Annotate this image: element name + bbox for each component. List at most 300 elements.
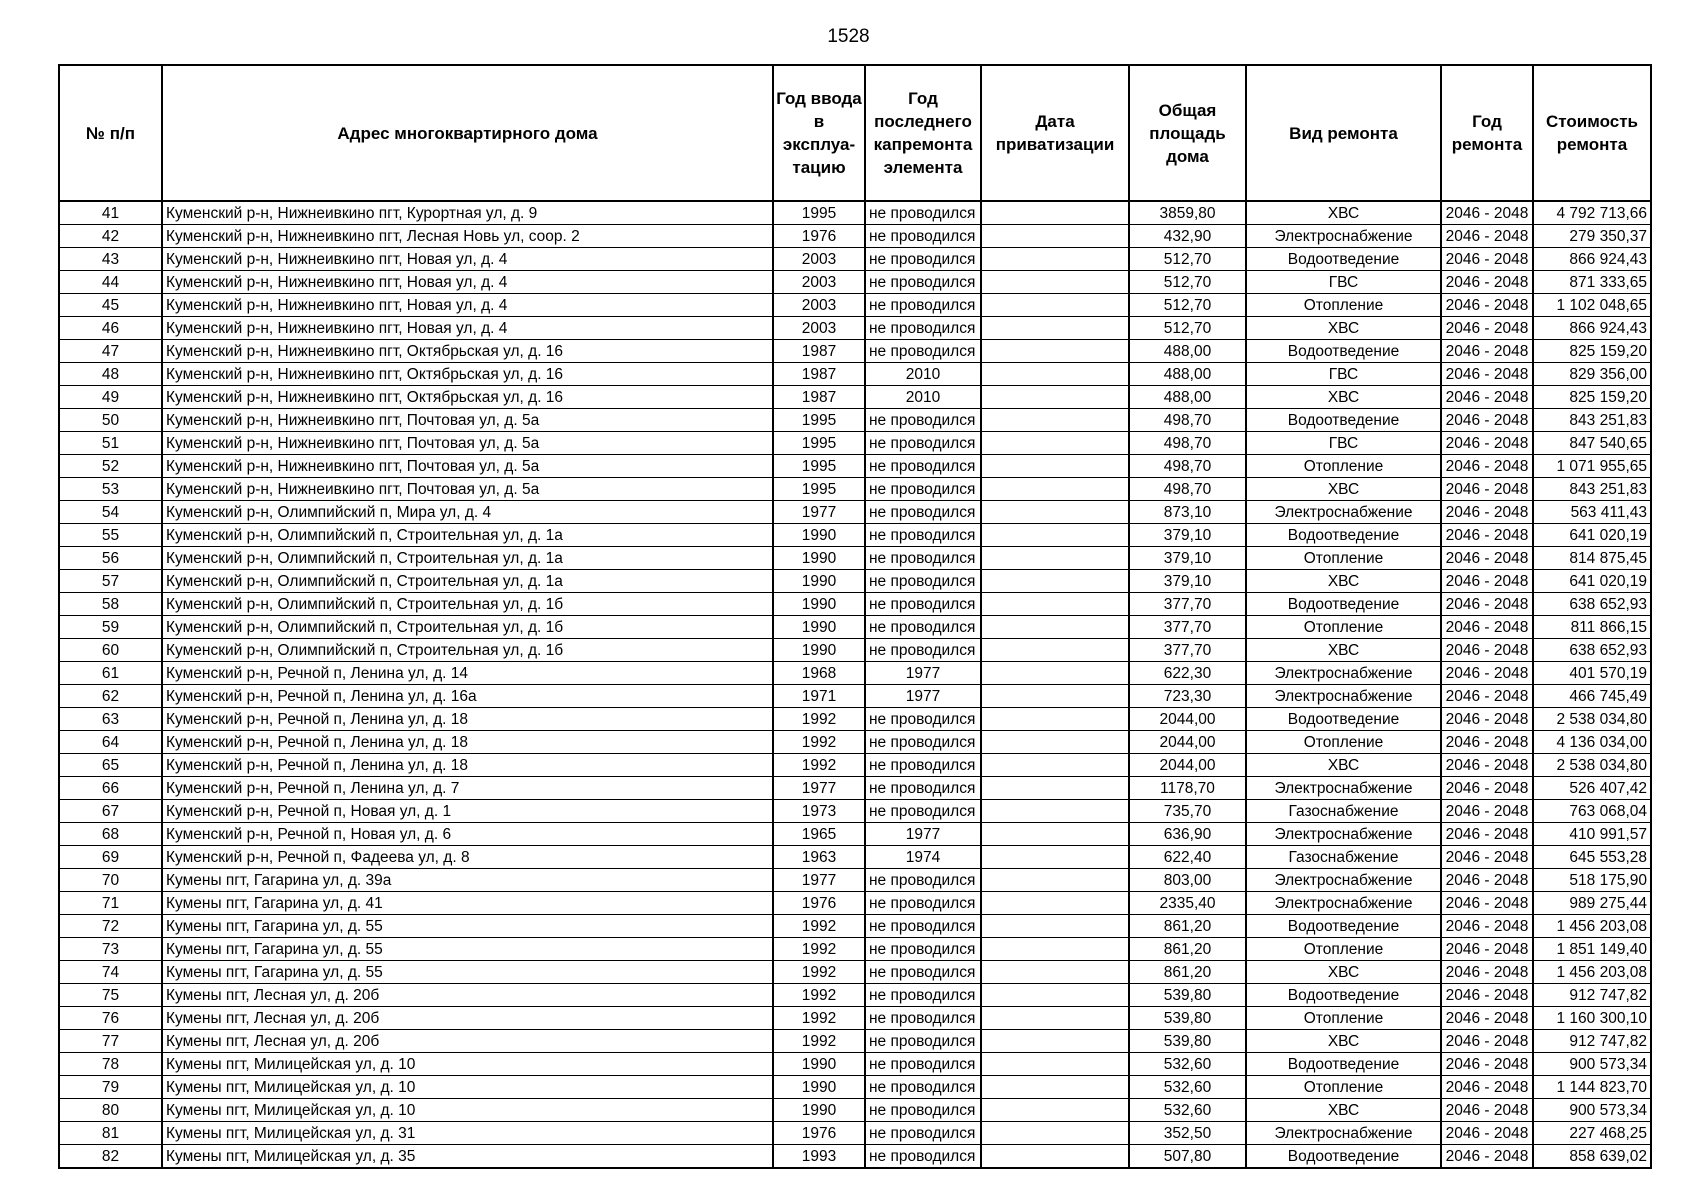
row-repair-type: Отопление (1246, 616, 1441, 639)
row-address: Куменский р-н, Олимпийский п, Строительная ул, д. 1а (162, 547, 773, 570)
row-repair-type: ГВС (1246, 363, 1441, 386)
row-number: 43 (59, 248, 162, 271)
row-privatization (981, 432, 1129, 455)
row-area: 512,70 (1129, 317, 1246, 340)
row-repair-type: Отопление (1246, 1076, 1441, 1099)
row-repair-year: 2046 - 2048 (1441, 777, 1533, 800)
row-privatization (981, 823, 1129, 846)
row-year-built: 1973 (773, 800, 865, 823)
table-row (59, 248, 1651, 271)
row-repair-type: Электроснабжение (1246, 823, 1441, 846)
header-area: Общая площадь дома (1129, 65, 1246, 201)
row-privatization (981, 869, 1129, 892)
row-number: 59 (59, 616, 162, 639)
row-number: 65 (59, 754, 162, 777)
row-privatization (981, 1053, 1129, 1076)
table-row (59, 363, 1651, 386)
row-area: 636,90 (1129, 823, 1246, 846)
row-address: Куменский р-н, Нижнеивкино пгт, Почтовая ул, д. 5а (162, 478, 773, 501)
row-year-built: 1968 (773, 662, 865, 685)
row-address: Куменский р-н, Нижнеивкино пгт, Октябрьская ул, д. 16 (162, 363, 773, 386)
row-area: 735,70 (1129, 800, 1246, 823)
row-address: Куменский р-н, Речной п, Ленина ул, д. 18 (162, 708, 773, 731)
row-repair-type: Газоснабжение (1246, 846, 1441, 869)
row-year-built: 1995 (773, 432, 865, 455)
row-number: 53 (59, 478, 162, 501)
row-privatization (981, 1122, 1129, 1145)
table-row (59, 1030, 1651, 1053)
row-area: 2335,40 (1129, 892, 1246, 915)
row-privatization (981, 961, 1129, 984)
row-privatization (981, 524, 1129, 547)
row-repair-year: 2046 - 2048 (1441, 892, 1533, 915)
row-area: 488,00 (1129, 386, 1246, 409)
row-last-repair: не проводился (865, 340, 981, 363)
row-cost: 645 553,28 (1533, 846, 1651, 869)
header-repair-type: Вид ремонта (1246, 65, 1441, 201)
table-row (59, 892, 1651, 915)
row-privatization (981, 478, 1129, 501)
row-cost: 1 144 823,70 (1533, 1076, 1651, 1099)
header-last-repair: Год последнего капремонта элемента (865, 65, 981, 201)
row-privatization (981, 1030, 1129, 1053)
row-area: 432,90 (1129, 225, 1246, 248)
row-number: 72 (59, 915, 162, 938)
row-address: Куменский р-н, Нижнеивкино пгт, Новая ул, д. 4 (162, 317, 773, 340)
table-row (59, 961, 1651, 984)
row-repair-type: Водоотведение (1246, 1053, 1441, 1076)
table-row (59, 478, 1651, 501)
row-last-repair: не проводился (865, 593, 981, 616)
row-last-repair: не проводился (865, 225, 981, 248)
row-last-repair: не проводился (865, 639, 981, 662)
row-cost: 518 175,90 (1533, 869, 1651, 892)
row-last-repair: не проводился (865, 409, 981, 432)
row-cost: 641 020,19 (1533, 570, 1651, 593)
row-address: Кумены пгт, Милицейская ул, д. 35 (162, 1145, 773, 1169)
row-repair-year: 2046 - 2048 (1441, 616, 1533, 639)
table-row (59, 1122, 1651, 1145)
row-repair-type: Газоснабжение (1246, 800, 1441, 823)
row-last-repair: не проводился (865, 1122, 981, 1145)
row-area: 532,60 (1129, 1076, 1246, 1099)
row-last-repair: не проводился (865, 961, 981, 984)
row-last-repair: не проводился (865, 501, 981, 524)
table-row (59, 201, 1651, 225)
row-number: 82 (59, 1145, 162, 1169)
row-repair-type: Электроснабжение (1246, 662, 1441, 685)
row-address: Куменский р-н, Нижнеивкино пгт, Октябрьская ул, д. 16 (162, 340, 773, 363)
table-header (59, 65, 1651, 201)
row-privatization (981, 892, 1129, 915)
row-year-built: 1987 (773, 340, 865, 363)
row-year-built: 1976 (773, 1122, 865, 1145)
row-cost: 900 573,34 (1533, 1099, 1651, 1122)
row-number: 64 (59, 731, 162, 754)
row-address: Куменский р-н, Нижнеивкино пгт, Курортная ул, д. 9 (162, 201, 773, 225)
row-number: 77 (59, 1030, 162, 1053)
row-last-repair: не проводился (865, 317, 981, 340)
table-row (59, 639, 1651, 662)
row-last-repair: не проводился (865, 754, 981, 777)
row-repair-year: 2046 - 2048 (1441, 823, 1533, 846)
row-privatization (981, 593, 1129, 616)
row-repair-type: Водоотведение (1246, 409, 1441, 432)
row-area: 507,80 (1129, 1145, 1246, 1169)
row-number: 51 (59, 432, 162, 455)
page-number: 1528 (827, 26, 870, 47)
row-cost: 563 411,43 (1533, 501, 1651, 524)
row-address: Куменский р-н, Речной п, Новая ул, д. 6 (162, 823, 773, 846)
row-number: 78 (59, 1053, 162, 1076)
row-year-built: 1977 (773, 777, 865, 800)
row-repair-year: 2046 - 2048 (1441, 409, 1533, 432)
row-repair-type: Электроснабжение (1246, 501, 1441, 524)
table-row (59, 1007, 1651, 1030)
row-year-built: 1992 (773, 1007, 865, 1030)
row-repair-year: 2046 - 2048 (1441, 915, 1533, 938)
row-number: 76 (59, 1007, 162, 1030)
row-repair-type: Водоотведение (1246, 915, 1441, 938)
table-row (59, 501, 1651, 524)
row-repair-year: 2046 - 2048 (1441, 846, 1533, 869)
row-privatization (981, 708, 1129, 731)
table-row (59, 823, 1651, 846)
row-repair-year: 2046 - 2048 (1441, 984, 1533, 1007)
row-cost: 763 068,04 (1533, 800, 1651, 823)
row-address: Кумены пгт, Милицейская ул, д. 10 (162, 1076, 773, 1099)
row-privatization (981, 340, 1129, 363)
row-year-built: 2003 (773, 248, 865, 271)
row-last-repair: не проводился (865, 1030, 981, 1053)
row-repair-year: 2046 - 2048 (1441, 386, 1533, 409)
table-row (59, 432, 1651, 455)
row-privatization (981, 685, 1129, 708)
row-repair-type: ХВС (1246, 754, 1441, 777)
row-repair-year: 2046 - 2048 (1441, 1122, 1533, 1145)
row-area: 379,10 (1129, 570, 1246, 593)
row-year-built: 1992 (773, 938, 865, 961)
row-last-repair: не проводился (865, 547, 981, 570)
row-cost: 912 747,82 (1533, 984, 1651, 1007)
row-year-built: 1990 (773, 1053, 865, 1076)
row-area: 512,70 (1129, 248, 1246, 271)
row-last-repair: не проводился (865, 455, 981, 478)
row-repair-year: 2046 - 2048 (1441, 271, 1533, 294)
row-privatization (981, 294, 1129, 317)
table-row (59, 294, 1651, 317)
row-cost: 401 570,19 (1533, 662, 1651, 685)
row-cost: 829 356,00 (1533, 363, 1651, 386)
row-area: 352,50 (1129, 1122, 1246, 1145)
table-row (59, 915, 1651, 938)
table-row (59, 455, 1651, 478)
row-year-built: 1976 (773, 225, 865, 248)
table-row (59, 685, 1651, 708)
row-repair-type: ХВС (1246, 961, 1441, 984)
row-repair-type: ХВС (1246, 317, 1441, 340)
row-year-built: 1976 (773, 892, 865, 915)
row-privatization (981, 409, 1129, 432)
row-area: 723,30 (1129, 685, 1246, 708)
row-year-built: 1990 (773, 639, 865, 662)
row-area: 803,00 (1129, 869, 1246, 892)
row-address: Кумены пгт, Гагарина ул, д. 55 (162, 915, 773, 938)
row-last-repair: не проводился (865, 248, 981, 271)
row-area: 3859,80 (1129, 201, 1246, 225)
table-row (59, 754, 1651, 777)
row-number: 56 (59, 547, 162, 570)
row-repair-year: 2046 - 2048 (1441, 294, 1533, 317)
row-year-built: 1990 (773, 616, 865, 639)
row-number: 68 (59, 823, 162, 846)
header-privatization: Дата приватизации (981, 65, 1129, 201)
row-address: Куменский р-н, Нижнеивкино пгт, Лесная Новь ул, соор. 2 (162, 225, 773, 248)
row-repair-type: Отопление (1246, 547, 1441, 570)
row-cost: 825 159,20 (1533, 386, 1651, 409)
row-year-built: 1992 (773, 731, 865, 754)
row-last-repair: не проводился (865, 478, 981, 501)
row-address: Кумены пгт, Гагарина ул, д. 55 (162, 961, 773, 984)
row-privatization (981, 1099, 1129, 1122)
row-repair-type: Электроснабжение (1246, 892, 1441, 915)
row-privatization (981, 846, 1129, 869)
row-number: 67 (59, 800, 162, 823)
row-year-built: 2003 (773, 271, 865, 294)
row-repair-year: 2046 - 2048 (1441, 340, 1533, 363)
row-cost: 526 407,42 (1533, 777, 1651, 800)
row-address: Куменский р-н, Олимпийский п, Строительная ул, д. 1б (162, 593, 773, 616)
row-last-repair: 2010 (865, 386, 981, 409)
row-address: Куменский р-н, Речной п, Ленина ул, д. 16а (162, 685, 773, 708)
row-year-built: 1990 (773, 570, 865, 593)
row-number: 49 (59, 386, 162, 409)
table-row (59, 1099, 1651, 1122)
row-last-repair: не проводился (865, 1053, 981, 1076)
row-last-repair: не проводился (865, 731, 981, 754)
row-repair-type: Водоотведение (1246, 593, 1441, 616)
row-number: 54 (59, 501, 162, 524)
row-repair-year: 2046 - 2048 (1441, 1030, 1533, 1053)
row-address: Кумены пгт, Гагарина ул, д. 41 (162, 892, 773, 915)
row-area: 2044,00 (1129, 731, 1246, 754)
row-number: 73 (59, 938, 162, 961)
row-repair-type: Электроснабжение (1246, 685, 1441, 708)
row-number: 55 (59, 524, 162, 547)
row-repair-year: 2046 - 2048 (1441, 1053, 1533, 1076)
row-repair-year: 2046 - 2048 (1441, 201, 1533, 225)
row-repair-type: Водоотведение (1246, 708, 1441, 731)
row-privatization (981, 455, 1129, 478)
repair-schedule-table (58, 64, 1652, 1169)
row-repair-type: Водоотведение (1246, 248, 1441, 271)
row-repair-type: Отопление (1246, 731, 1441, 754)
row-cost: 1 851 149,40 (1533, 938, 1651, 961)
row-number: 57 (59, 570, 162, 593)
row-address: Куменский р-н, Речной п, Ленина ул, д. 14 (162, 662, 773, 685)
row-privatization (981, 1076, 1129, 1099)
row-area: 379,10 (1129, 524, 1246, 547)
row-repair-type: Электроснабжение (1246, 1122, 1441, 1145)
table-row (59, 1076, 1651, 1099)
row-number: 79 (59, 1076, 162, 1099)
row-privatization (981, 201, 1129, 225)
row-cost: 638 652,93 (1533, 639, 1651, 662)
row-year-built: 1995 (773, 478, 865, 501)
row-address: Куменский р-н, Олимпийский п, Строительная ул, д. 1б (162, 616, 773, 639)
row-year-built: 1965 (773, 823, 865, 846)
row-address: Куменский р-н, Речной п, Фадеева ул, д. 8 (162, 846, 773, 869)
row-address: Куменский р-н, Речной п, Ленина ул, д. 7 (162, 777, 773, 800)
row-area: 488,00 (1129, 340, 1246, 363)
row-privatization (981, 386, 1129, 409)
row-repair-type: ГВС (1246, 271, 1441, 294)
row-address: Кумены пгт, Милицейская ул, д. 31 (162, 1122, 773, 1145)
row-repair-year: 2046 - 2048 (1441, 731, 1533, 754)
row-cost: 912 747,82 (1533, 1030, 1651, 1053)
table-row (59, 317, 1651, 340)
row-last-repair: не проводился (865, 616, 981, 639)
row-privatization (981, 547, 1129, 570)
row-cost: 641 020,19 (1533, 524, 1651, 547)
row-last-repair: не проводился (865, 1076, 981, 1099)
row-area: 498,70 (1129, 432, 1246, 455)
header-repair-year: Год ремонта (1441, 65, 1533, 201)
row-repair-type: ХВС (1246, 570, 1441, 593)
row-address: Куменский р-н, Олимпийский п, Мира ул, д. 4 (162, 501, 773, 524)
row-address: Куменский р-н, Нижнеивкино пгт, Почтовая ул, д. 5а (162, 455, 773, 478)
row-repair-year: 2046 - 2048 (1441, 570, 1533, 593)
row-repair-year: 2046 - 2048 (1441, 432, 1533, 455)
row-number: 44 (59, 271, 162, 294)
row-cost: 227 468,25 (1533, 1122, 1651, 1145)
row-year-built: 1977 (773, 869, 865, 892)
table-row (59, 616, 1651, 639)
row-repair-year: 2046 - 2048 (1441, 478, 1533, 501)
row-area: 861,20 (1129, 961, 1246, 984)
row-year-built: 1971 (773, 685, 865, 708)
row-year-built: 1977 (773, 501, 865, 524)
row-repair-type: Электроснабжение (1246, 225, 1441, 248)
table-row (59, 938, 1651, 961)
table-row (59, 800, 1651, 823)
row-number: 58 (59, 593, 162, 616)
row-repair-type: Электроснабжение (1246, 869, 1441, 892)
table-row (59, 708, 1651, 731)
row-cost: 847 540,65 (1533, 432, 1651, 455)
table-row (59, 409, 1651, 432)
row-cost: 989 275,44 (1533, 892, 1651, 915)
row-repair-type: ХВС (1246, 478, 1441, 501)
row-repair-year: 2046 - 2048 (1441, 869, 1533, 892)
row-repair-type: Отопление (1246, 938, 1441, 961)
row-address: Куменский р-н, Олимпийский п, Строительная ул, д. 1а (162, 524, 773, 547)
row-repair-year: 2046 - 2048 (1441, 363, 1533, 386)
row-number: 42 (59, 225, 162, 248)
row-cost: 638 652,93 (1533, 593, 1651, 616)
row-number: 46 (59, 317, 162, 340)
table-row (59, 386, 1651, 409)
row-number: 47 (59, 340, 162, 363)
row-last-repair: не проводился (865, 201, 981, 225)
row-repair-year: 2046 - 2048 (1441, 1076, 1533, 1099)
row-year-built: 1992 (773, 708, 865, 731)
row-number: 52 (59, 455, 162, 478)
row-year-built: 1995 (773, 201, 865, 225)
row-address: Кумены пгт, Лесная ул, д. 20б (162, 984, 773, 1007)
header-cost: Стоимость ремонта (1533, 65, 1651, 201)
row-repair-year: 2046 - 2048 (1441, 754, 1533, 777)
row-address: Кумены пгт, Лесная ул, д. 20б (162, 1030, 773, 1053)
row-privatization (981, 984, 1129, 1007)
table-row (59, 524, 1651, 547)
row-last-repair: не проводился (865, 570, 981, 593)
table-row (59, 777, 1651, 800)
row-address: Кумены пгт, Милицейская ул, д. 10 (162, 1053, 773, 1076)
row-area: 539,80 (1129, 1007, 1246, 1030)
row-privatization (981, 754, 1129, 777)
table-row (59, 869, 1651, 892)
row-year-built: 2003 (773, 317, 865, 340)
row-repair-year: 2046 - 2048 (1441, 248, 1533, 271)
row-address: Куменский р-н, Речной п, Ленина ул, д. 18 (162, 731, 773, 754)
row-last-repair: не проводился (865, 800, 981, 823)
row-address: Куменский р-н, Нижнеивкино пгт, Новая ул, д. 4 (162, 271, 773, 294)
row-cost: 4 792 713,66 (1533, 201, 1651, 225)
row-cost: 1 071 955,65 (1533, 455, 1651, 478)
table-row (59, 731, 1651, 754)
row-year-built: 1990 (773, 524, 865, 547)
row-area: 498,70 (1129, 478, 1246, 501)
table-row (59, 547, 1651, 570)
row-last-repair: не проводился (865, 1145, 981, 1169)
row-cost: 1 456 203,08 (1533, 961, 1651, 984)
row-repair-type: ХВС (1246, 1099, 1441, 1122)
row-address: Куменский р-н, Нижнеивкино пгт, Почтовая ул, д. 5а (162, 432, 773, 455)
row-repair-type: ХВС (1246, 386, 1441, 409)
row-year-built: 1995 (773, 409, 865, 432)
row-last-repair: не проводился (865, 984, 981, 1007)
row-cost: 811 866,15 (1533, 616, 1651, 639)
row-address: Куменский р-н, Олимпийский п, Строительная ул, д. 1а (162, 570, 773, 593)
row-repair-year: 2046 - 2048 (1441, 593, 1533, 616)
row-privatization (981, 938, 1129, 961)
row-cost: 871 333,65 (1533, 271, 1651, 294)
table-body (59, 201, 1651, 1168)
row-area: 622,30 (1129, 662, 1246, 685)
row-number: 62 (59, 685, 162, 708)
row-last-repair: не проводился (865, 1007, 981, 1030)
header-num: № п/п (59, 65, 162, 201)
row-cost: 825 159,20 (1533, 340, 1651, 363)
row-number: 50 (59, 409, 162, 432)
row-cost: 1 160 300,10 (1533, 1007, 1651, 1030)
row-last-repair: не проводился (865, 938, 981, 961)
row-repair-type: ХВС (1246, 639, 1441, 662)
row-privatization (981, 501, 1129, 524)
row-area: 539,80 (1129, 1030, 1246, 1053)
row-area: 532,60 (1129, 1099, 1246, 1122)
row-repair-type: Водоотведение (1246, 1145, 1441, 1169)
table-row (59, 1053, 1651, 1076)
row-repair-type: Электроснабжение (1246, 777, 1441, 800)
row-area: 622,40 (1129, 846, 1246, 869)
row-year-built: 1992 (773, 754, 865, 777)
row-cost: 866 924,43 (1533, 248, 1651, 271)
table-row (59, 340, 1651, 363)
row-cost: 858 639,02 (1533, 1145, 1651, 1169)
row-repair-year: 2046 - 2048 (1441, 708, 1533, 731)
